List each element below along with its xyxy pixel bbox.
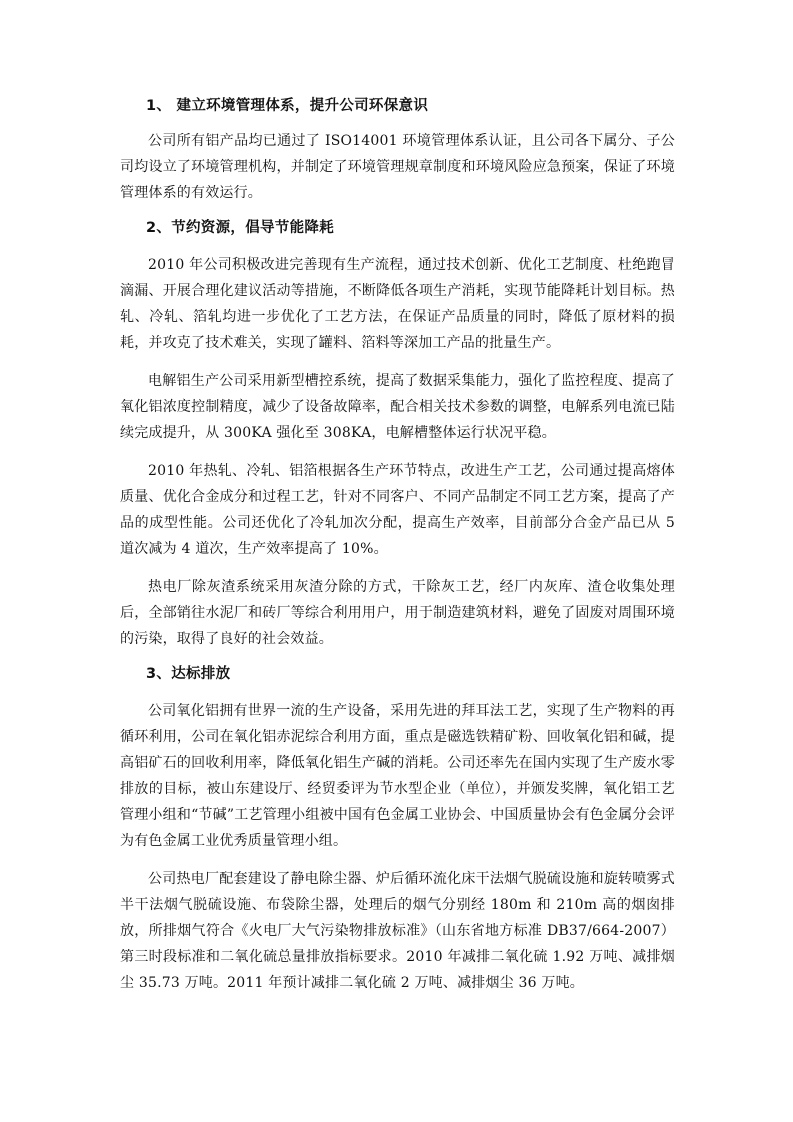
paragraph-3-1: 公司氧化铝拥有世界一流的生产设备，采用先进的拜耳法工艺，实现了生产物料的再循环利用，公司在氧化铝赤泥综合利用方面，重点是磁选铁精矿粉、回收氧化铝和碱，提高铝矿石的回收利用率，降低氧化铝生产碱的消耗。公司还率先在国内实现了生产废水零排放的目标，被山东建设厅、经贸委评为节水型企业（单位），并颁发奖牌，氧化铝工艺管理小组和“节碱”工艺管理小组被中国有色金属工业协会、中国质量协会有色金属分会评为有色金属工业优秀质量管理小组。 <box>120 703 675 849</box>
section-heading-1: 1、 建立环境管理体系，提升公司环保意识 <box>146 98 429 114</box>
paragraph-2-1: 2010 年公司积极改进完善现有生产流程，通过技术创新、优化工艺制度、杜绝跑冒滴漏、开展合理化建议活动等措施，不断降低各项生产消耗，实现节能降耗计划目标。热轧、冷轧、箔轧均进一步优化了工艺方法，在保证产品质量的同时，降低了原材料的损耗，并攻克了技术难关，实现了罐料、箔料等深加工产品的批量生产。 <box>120 257 675 351</box>
document-page <box>120 96 675 1008</box>
paragraph-2-4: 热电厂除灰渣系统采用灰渣分除的方式，干除灰工艺，经厂内灰库、渣仓收集处理后，全部销往水泥厂和砖厂等综合利用用户，用于制造建筑材料，避免了固废对周围环境的污染，取得了良好的社会效益。 <box>120 579 675 647</box>
paragraph-3-2: 公司热电厂配套建设了静电除尘器、炉后循环流化床干法烟气脱硫设施和旋转喷雾式半干法烟气脱硫设施、布袋除尘器，处理后的烟气分别经 180m 和 210m 高的烟囱排放，所排烟气符合《火电厂大气污染物排放标准》（山东省地方标准 DB37/664-2007）第三时段标准和二氧化硫总量排放指标要求。2010 年减排二氧化硫 1.92 万吨、减排烟尘 35.73 万吨。2011 年预计减排二氧化硫 2 万吨、减排烟尘 36 万吨。 <box>120 871 675 991</box>
paragraph-1-1: 公司所有铝产品均已通过了 ISO14001 环境管理体系认证，且公司各下属分、子公司均设立了环境管理机构，并制定了环境管理规章制度和环境风险应急预案，保证了环境管理体系的有效运行。 <box>120 133 675 201</box>
section-heading-3: 3、达标排放 <box>146 666 231 682</box>
paragraph-2-3: 2010 年热轧、冷轧、铝箔根据各生产环节特点，改进生产工艺，公司通过提高熔体质量、优化合金成分和过程工艺，针对不同客户、不同产品制定不同工艺方案，提高了产品的成型性能。公司还优化了冷轧加次分配，提高生产效率，目前部分合金产品已从 5 道次减为 4 道次，生产效率提高了 10%。 <box>120 463 675 557</box>
section-heading-2: 2、节约资源，倡导节能降耗 <box>146 220 334 236</box>
paragraph-2-2: 电解铝生产公司采用新型槽控系统，提高了数据采集能力，强化了监控程度、提高了氧化铝浓度控制精度，减少了设备故障率，配合相关技术参数的调整，电解系列电流已陆续完成提升，从 300KA 强化至 308KA，电解槽整体运行状况平稳。 <box>120 373 675 441</box>
